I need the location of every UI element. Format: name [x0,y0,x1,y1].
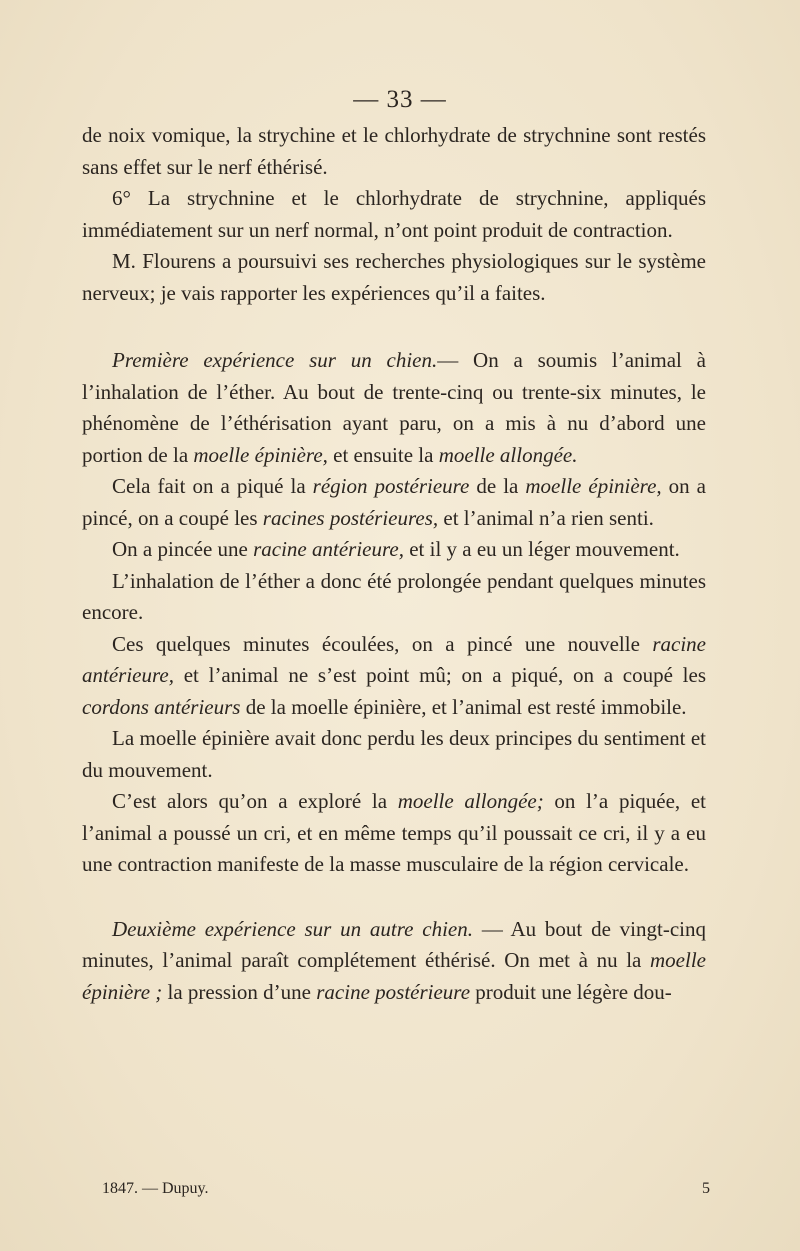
paragraph [82,723,706,786]
italic-phrase: moelle allongée. [438,442,578,467]
text-run: La moelle épinière avait donc perdu les deux principes du sentiment et du mouvement. [82,726,706,782]
italic-phrase: région postérieure [312,474,470,498]
text-run: On a pincée une [112,537,254,561]
text-run: de noix vomique, la strychine et le chlorhydrate de strychnine sont restés sans effet sur le nerf éthérisé. [82,123,706,179]
paragraph [82,246,706,309]
italic-phrase: moelle épinière ; [82,948,706,1004]
paragraph [82,471,706,534]
footer-sheet-number: 5 [702,1180,710,1197]
text-run: — Au bout de vingt-cinq minutes, l’animal paraît complétement éthérisé. On met à nu la [82,916,707,972]
italic-phrase: cordons antérieurs [82,694,241,719]
paragraph [82,345,706,471]
text-run: et il y a eu un léger mouvement. [403,537,680,561]
text-run: on a pincé, on a coupé les [82,474,706,530]
italic-phrase: moelle épinière, [193,442,328,467]
text-run: Ces quelques minutes écoulées, on a pincé une nouvelle [112,631,653,656]
text-run: L’inhalation de l’éther a donc été prolongée pendant quelques minutes encore. [82,568,706,624]
italic-phrase: moelle épinière, [525,474,662,498]
text-run: M. Flourens a poursuivi ses recherches physiologiques sur le système nerveux; je vais rapporter les expériences qu’il a faites. [82,249,706,305]
italic-phrase: racine antérieure, [82,631,706,687]
page-footer [102,1180,710,1198]
italic-phrase: Première expérience sur un chien. [112,348,438,372]
text-run: et ensuite la [327,442,439,467]
text-run: Cela fait on a piqué la [112,474,313,498]
body-text [82,120,706,1008]
text-run: de la moelle épinière, et l’animal est resté immobile. [240,694,687,719]
italic-phrase: moelle allongée; [397,789,544,813]
text-run: et l’animal n’a rien senti. [438,505,654,530]
italic-phrase: racines postérieures, [262,505,439,530]
text-run: de la [469,474,526,498]
paragraph [82,786,706,881]
text-run: C’est alors qu’on a exploré la [112,789,398,813]
page-number: — 33 — [353,86,447,113]
text-run: la pression d’une [162,979,317,1004]
text-run: — On a soumis l’animal à l’inhalation de l’éther. Au bout de trente-cinq ou trente-six minutes, le phénomène de l’éthérisation ayant paru, on a mis à nu d’abord une portion de la [82,348,706,467]
paragraph [82,566,706,629]
paragraph [82,629,706,724]
paragraph [82,914,706,1009]
italic-phrase: racine postérieure [316,979,471,1004]
paragraph [82,183,706,246]
italic-phrase: racine antérieure, [253,537,404,561]
text-run: on l’a piquée, et l’animal a poussé un cri, et en même temps qu’il poussait ce cri, il y a eu une contraction manifeste de la masse musculaire de la région cervicale. [82,789,707,876]
italic-phrase: Deuxième expérience sur un autre chien. [112,916,474,941]
footer-signature: 1847. — Dupuy. [102,1180,209,1197]
text-run: produit une légère dou- [470,979,672,1004]
text-run: et l’animal ne s’est point mû; on a piqué, on a coupé les [173,663,706,687]
paragraph [82,534,706,566]
paragraph [82,120,706,183]
text-run: 6° La strychnine et le chlorhydrate de strychnine, appliqués immédiatement sur un nerf normal, n’ont point produit de contraction. [82,186,706,242]
